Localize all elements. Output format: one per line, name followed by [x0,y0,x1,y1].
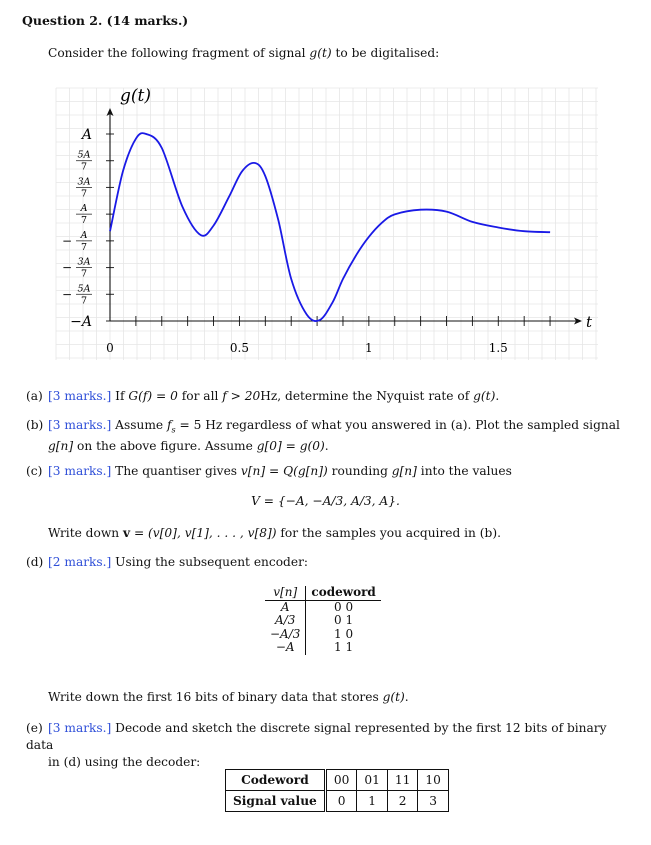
part-a: (a) [3 marks.] If G(f) = 0 for all f > 20Hz, determine the Nyquist rate of g(t). [26,389,500,403]
y-tick-label-sign: − [61,233,73,248]
intro-text: Consider the following fragment of signal g(t) to be digitalised: [48,46,440,60]
table-row: Codeword 00 01 11 10 [226,770,449,791]
x-tick-label: 1 [365,341,373,355]
encoder-col-codeword: codeword [306,586,381,600]
x-tick-label: 0 [106,341,114,355]
y-tick-label-denominator: 7 [80,161,88,173]
encoder-header-row [265,586,381,600]
chart-grid [56,88,598,360]
decoder-signal-label: Signal value [226,791,326,812]
y-tick-label-numerator: A [80,203,88,215]
signal-chart [0,0,651,380]
decoder-table [225,769,449,812]
table-row: −A 1 1 [265,641,381,655]
y-tick-label: A [81,127,92,143]
y-tick-label-numerator: 5A [77,283,91,295]
x-axis-label: t [586,313,593,331]
y-tick-label-numerator: 5A [77,149,91,161]
y-tick-label-denominator: 7 [80,188,88,200]
set-equation: V = {−A, −A/3, A/3, A}. [251,494,400,508]
part-c: (c) [3 marks.] The quantiser gives v[n] = Q(g[n]) rounding g[n] into the values [26,464,512,478]
table-row: −A/3 1 0 [265,628,381,642]
y-tick-label-denominator: 7 [80,295,88,307]
encoder-table [265,586,381,655]
part-e: (e) [3 marks.] Decode and sketch the discrete signal represented by the first 12 bits of binary data in (d) using the decoder: [26,721,607,769]
part-b: (b) [3 marks.] Assume $f_s = 5$ Hz regardless of what you answered in (a). Plot the sampled signal g[n] on the above figure. Assume g[0] = g(0). [26,418,620,454]
table-row: A 0 0 [265,600,381,614]
part-d-write: Write down the first 16 bits of binary data that stores g(t). [48,690,409,704]
x-tick-label: 0.5 [229,341,249,355]
y-tick-label-denominator: 7 [80,268,88,280]
table-row: A/3 0 1 [265,614,381,628]
y-tick-label-sign: − [61,260,73,275]
y-tick-label-numerator: A [80,229,88,241]
signal-curve [110,133,550,321]
y-tick-label-numerator: 3A [77,256,91,268]
table-row: Signal value 0 1 2 3 [226,791,449,812]
chart-title: g(t) [120,86,151,106]
y-tick-label: −A [70,314,92,330]
part-d: (d) [2 marks.] Using the subsequent encoder: [26,555,308,569]
part-c-write: Write down v = (v[0], v[1], . . . , v[8]) for the samples you acquired in (b). [48,526,501,540]
decoder-codeword-label: Codeword [226,770,326,791]
y-tick-label-numerator: 3A [77,176,91,188]
y-tick-label-denominator: 7 [80,215,88,227]
y-tick-label-sign: − [61,287,73,302]
y-tick-label-denominator: 7 [80,241,88,253]
encoder-col-vn: v[n] [265,586,306,600]
question-title: Question 2. (14 marks.) [22,13,189,28]
x-tick-label: 1.5 [488,341,508,355]
chart-ticks [106,134,550,326]
